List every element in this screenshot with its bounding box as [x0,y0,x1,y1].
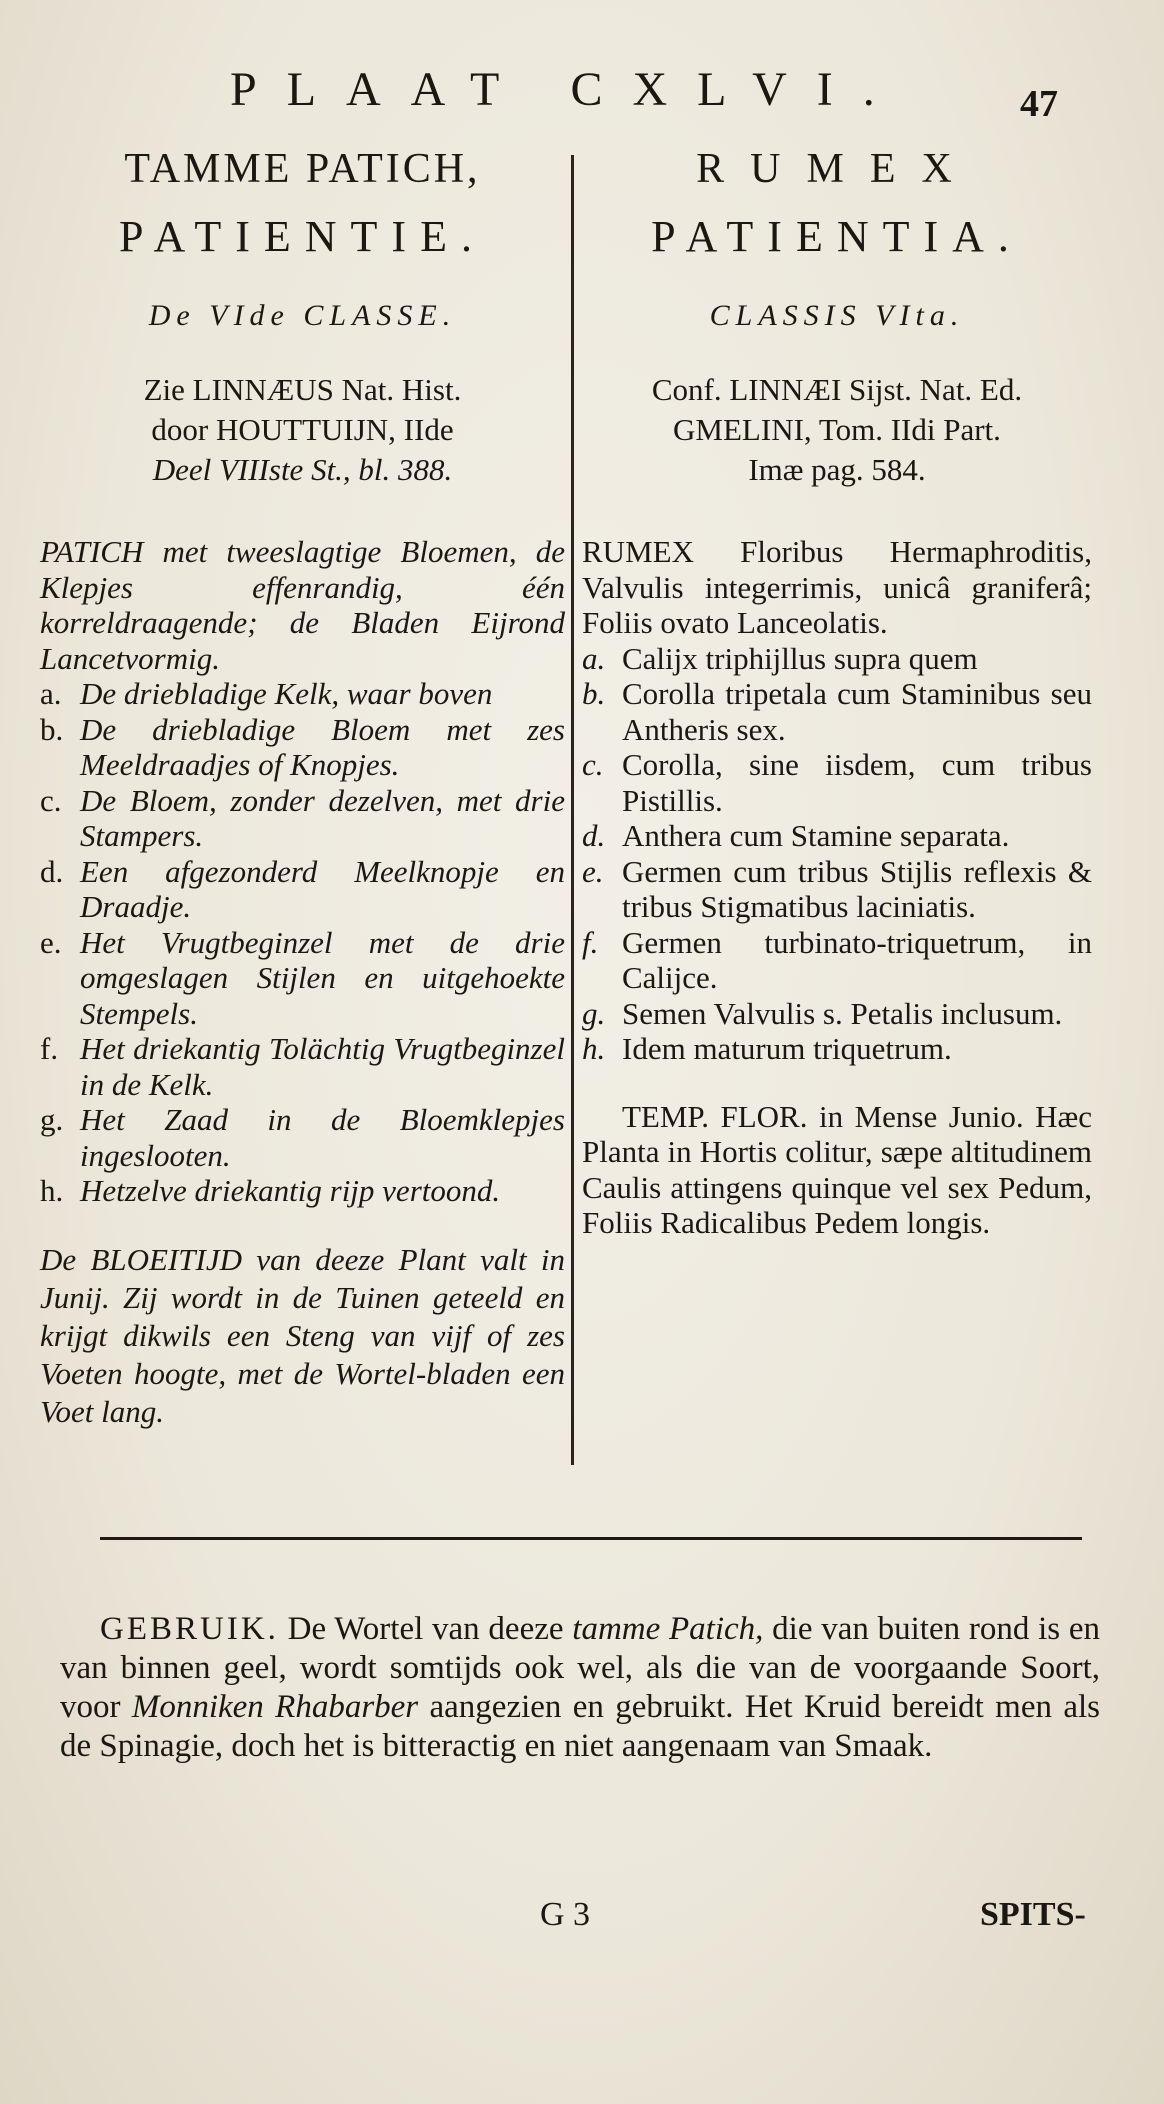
latin-reference [582,370,1092,490]
list-item: e. Het Vrugtbeginzel met de drie omgeslagen Stijlen en uitgehoekte Stempels. [40,924,565,1031]
dutch-ref-line2: door HOUTTUIJN, IIde [151,412,454,447]
dutch-description: PATICH met tweeslagtige Bloemen, de Klepjes effenrandig, één korreldraagende; de Bladen Eijrond Lancetvormig. [40,534,565,676]
list-item: c. Corolla, sine iisdem, cum tribus Pistillis. [582,747,1092,818]
usage-text: De Wortel van deeze [287,1611,564,1647]
latin-figure-list [582,641,1092,1067]
latin-ref-line2: GMELINI, Tom. IIdi Part. [673,412,1001,447]
column-divider [571,155,574,1465]
dutch-class-line: De VIde CLASSE. [148,299,457,332]
usage-label: GEBRUIK. [100,1611,279,1647]
dutch-ref-line3: Deel VIIIste St., bl. 388. [152,452,453,487]
dutch-column [40,138,565,1431]
list-item: b. De driebladige Bloem met zes Meeldraadjes of Knopjes. [40,711,565,782]
plate-title: PLAAT CXLVI. [230,63,905,116]
dutch-reference [40,370,565,490]
usage-text: die van buiten rond is en van binnen geel, wordt somtijds ook wel, als die van de voorgaande Soort, voor [60,1611,1100,1725]
list-item: d. Een afgezonderd Meelknopje en Draadje. [40,853,565,924]
latin-ref-line3: Imæ pag. 584. [748,452,926,487]
latin-description: RUMEX Floribus Hermaphroditis, Valvulis integerrimis, unicâ graniferâ; Foliis ovato Lanceolatis. [582,534,1092,640]
list-item: d. Anthera cum Stamine separata. [582,818,1010,853]
catchword: SPITS- [980,1896,1086,1933]
usage-text: aangezien en gebruikt. Het Kruid bereidt men als de Spinagie, doch het is bitteractig en niet aangenaam van Smaak. [60,1689,1100,1764]
list-item: g. Semen Valvulis s. Petalis inclusum. [582,995,1063,1031]
list-item: c. De Bloem, zonder dezelven, met drie Stampers. [40,782,565,853]
dutch-title-line2: PATIENTIE. [119,212,486,261]
usage-text-italic: Monniken Rhabarber [131,1689,419,1725]
list-item: a. Calijx triphijllus supra quem [582,640,978,676]
latin-title-line2: PATIENTIA. [651,212,1023,261]
list-item: h. Hetzelve driekantig rijp vertoond. [40,1173,501,1208]
latin-flowering-note: TEMP. FLOR. in Mense Junio. Hæc Planta in Hortis colitur, sæpe altitudinem Caulis attingens quinque vel sex Pedum, Foliis Radicalibus Pedem longis. [582,1098,1092,1240]
list-item: f. Het driekantig Tolächtig Vrugtbeginzel in de Kelk. [40,1031,565,1102]
signature-mark: G 3 [540,1896,591,1933]
list-item: g. Het Zaad in de Bloemklepjes ingeslooten. [40,1102,565,1173]
dutch-figure-list [40,676,565,1209]
list-item: e. Germen cum tribus Stijlis reflexis & tribus Stigmatibus laciniatis. [582,853,1092,924]
usage-text-italic: tamme Patich, [572,1611,764,1647]
dutch-title-line1: TAMME PATICH, [124,146,481,192]
list-item: b. Corolla tripetala cum Staminibus seu Antheris sex. [582,676,1092,747]
dutch-ref-line1: Zie LINNÆUS Nat. Hist. [143,372,462,407]
list-item: a. De driebladige Kelk, waar boven [40,676,493,711]
usage-paragraph [60,1610,1100,1766]
list-item: f. Germen turbinato-triquetrum, in Calijce. [582,924,1092,995]
latin-title-line1: RUMEX [696,146,978,192]
latin-ref-line1: Conf. LINNÆI Sijst. Nat. Ed. [651,372,1023,407]
latin-class-line: CLASSIS VIta. [709,299,965,332]
dutch-flowering-note: De BLOEITIJD van deeze Plant valt in Junij. Zij wordt in de Tuinen geteeld en krijgt dikwils een Steng van vijf of zes Voeten hoogte, met de Wortel-bladen een Voet lang. [40,1241,565,1429]
list-item: h. Idem maturum triquetrum. [582,1031,952,1066]
latin-column [582,138,1092,1241]
page-number: 47 [1020,83,1058,125]
horizontal-rule [100,1537,1082,1540]
